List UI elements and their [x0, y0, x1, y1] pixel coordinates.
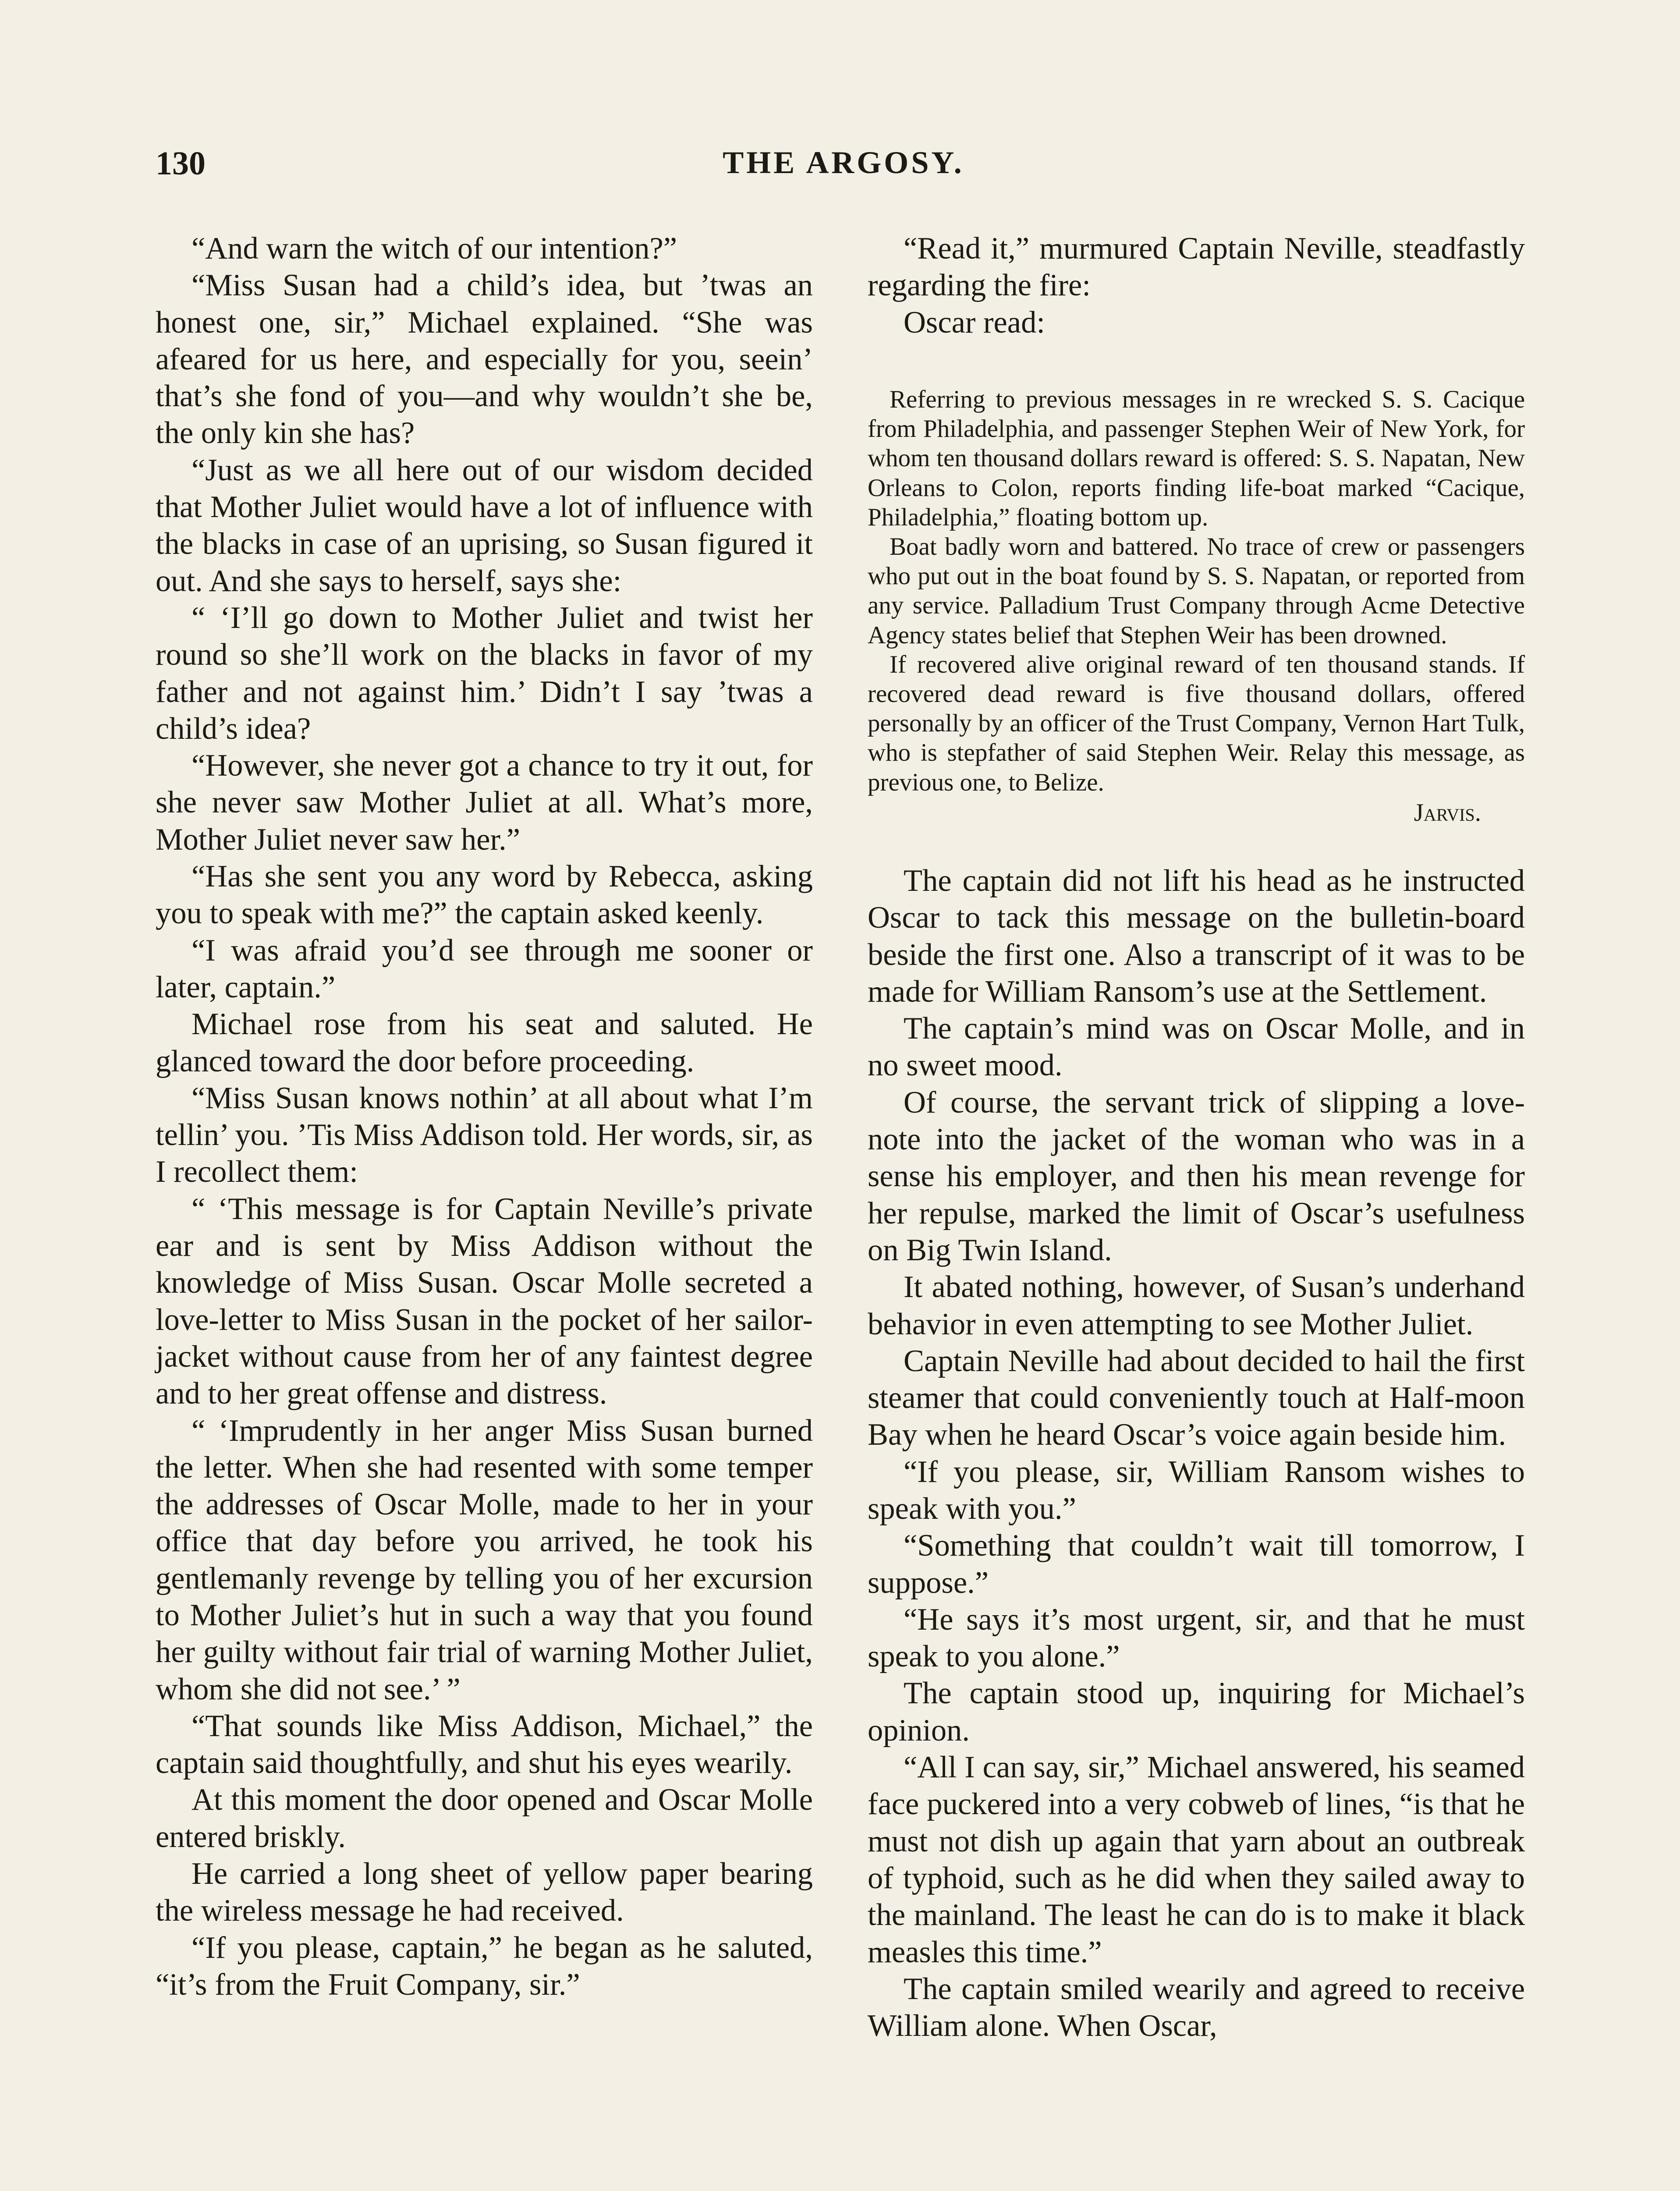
paragraph: “All I can say, sir,” Michael answered, his seamed face puckered into a very cobweb of lines, “is that he must not dish up again that yarn about an outbreak of typhoid, such as he did when they sailed away to the mainland. The least he can do is to make it black measles this time.”: [868, 1750, 1525, 1969]
paragraph: “That sounds like Miss Addison, Michael,” the captain said thoughtfully, and shut his eyes wearily.: [156, 1709, 813, 1780]
telegram-paragraph: Referring to previous messages in re wrecked S. S. Cacique from Philadelphia, and passenger Stephen Weir of New York, for whom ten thousand dollars reward is offered: S. S. Napatan, New Orleans to Colon, reports finding life-boat marked “Cacique, Philadelphia,” floating bottom up.: [868, 385, 1525, 531]
paragraph: “ ‘I’ll go down to Mother Juliet and twist her round so she’ll work on the blacks in favor of my father and not against him.’ Didn’t I say ’twas a child’s idea?: [156, 600, 813, 746]
telegram-paragraph: Boat badly worn and battered. No trace of crew or passengers who put out in the boat found by S. S. Napatan, or reported from any service. Palladium Trust Company through Acme Detective Agency states belief that Stephen Weir has been drowned.: [868, 532, 1525, 649]
paragraph: “Read it,” murmured Captain Neville, steadfastly regarding the fire:: [868, 231, 1525, 303]
page-number: 130: [156, 145, 206, 182]
left-column: [156, 230, 813, 2003]
paragraph: “Has she sent you any word by Rebecca, asking you to speak with me?” the captain asked keenly.: [156, 859, 813, 931]
paragraph: The captain’s mind was on Oscar Molle, and in no sweet mood.: [868, 1011, 1525, 1083]
paragraph: The captain did not lift his head as he instructed Oscar to tack this message on the bulletin-board beside the first one. Also a transcript of it was to be made for William Ransom’s use at the Settlement.: [868, 863, 1525, 1009]
paragraph: “Just as we all here out of our wisdom decided that Mother Juliet would have a lot of influence with the blacks in case of an uprising, so Susan figured it out. And she says to herself, says she:: [156, 453, 813, 598]
page-header: [156, 145, 1531, 193]
paragraph: He carried a long sheet of yellow paper bearing the wireless message he had received.: [156, 1857, 813, 1928]
paragraph: “And warn the witch of our intention?”: [191, 231, 677, 266]
paragraph: Oscar read:: [904, 305, 1045, 340]
wireless-message: [868, 385, 1525, 827]
paragraph: “Something that couldn’t wait till tomorrow, I suppose.”: [868, 1528, 1525, 1600]
paragraph: Of course, the servant trick of slipping a love-note into the jacket of the woman who was in a sense his employer, and then his mean revenge for her repulse, marked the limit of Oscar’s usefulness on Big Twin Island.: [868, 1085, 1525, 1267]
paragraph: “ ‘This message is for Captain Neville’s private ear and is sent by Miss Addison without the knowledge of Miss Susan. Oscar Molle secreted a love-letter to Miss Susan in the pocket of her sailor-jacket without cause from her of any faintest degree and to her great offense and distress.: [156, 1191, 813, 1411]
paragraph: “If you please, captain,” he began as he saluted, “it’s from the Fruit Company, sir.”: [156, 1930, 813, 2002]
paragraph: “If you please, sir, William Ransom wishes to speak with you.”: [868, 1454, 1525, 1526]
right-column: [868, 230, 1525, 2044]
running-title: THE ARGOSY.: [723, 145, 964, 180]
paragraph: “Miss Susan had a child’s idea, but ’twas an honest one, sir,” Michael explained. “She was afeared for us here, and especially for you, seein’ that’s she fond of you—and why wouldn’t she be, the only kin she has?: [156, 268, 813, 450]
paragraph: “However, she never got a chance to try it out, for she never saw Mother Juliet at all. What’s more, Mother Juliet never saw her.”: [156, 748, 813, 857]
paragraph: “He says it’s most urgent, sir, and that he must speak to you alone.”: [868, 1602, 1525, 1674]
paragraph: Captain Neville had about decided to hail the first steamer that could conveniently touch at Half-moon Bay when he heard Oscar’s voice again beside him.: [868, 1344, 1525, 1452]
paragraph: “I was afraid you’d see through me sooner or later, captain.”: [156, 933, 813, 1004]
paragraph: Michael rose from his seat and saluted. He glanced toward the door before proceeding.: [156, 1007, 813, 1078]
telegram-signature: Jarvis.: [1414, 798, 1481, 826]
paragraph: The captain stood up, inquiring for Michael’s opinion.: [868, 1676, 1525, 1748]
paragraph: “Miss Susan knows nothin’ at all about what I’m tellin’ you. ’Tis Miss Addison told. Her words, sir, as I recollect them:: [156, 1081, 813, 1189]
paragraph: The captain smiled wearily and agreed to receive William alone. When Oscar,: [868, 1971, 1525, 2043]
paragraph: It abated nothing, however, of Susan’s underhand behavior in even attempting to see Mother Juliet.: [868, 1270, 1525, 1341]
telegram-paragraph: If recovered alive original reward of ten thousand stands. If recovered dead reward is five thousand dollars, offered personally by an officer of the Trust Company, Vernon Hart Tulk, who is stepfather of said Stephen Weir. Relay this message, as previous one, to Belize.: [868, 650, 1525, 796]
paragraph: At this moment the door opened and Oscar Molle entered briskly.: [156, 1783, 813, 1854]
paragraph: “ ‘Imprudently in her anger Miss Susan burned the letter. When she had resented with some temper the addresses of Oscar Molle, made to her in your office that day before you arrived, he took his gentlemanly revenge by telling you of her excursion to Mother Juliet’s hut in such a way that you found her guilty without fair trial of warning Mother Juliet, whom she did not see.’ ”: [156, 1413, 813, 1706]
